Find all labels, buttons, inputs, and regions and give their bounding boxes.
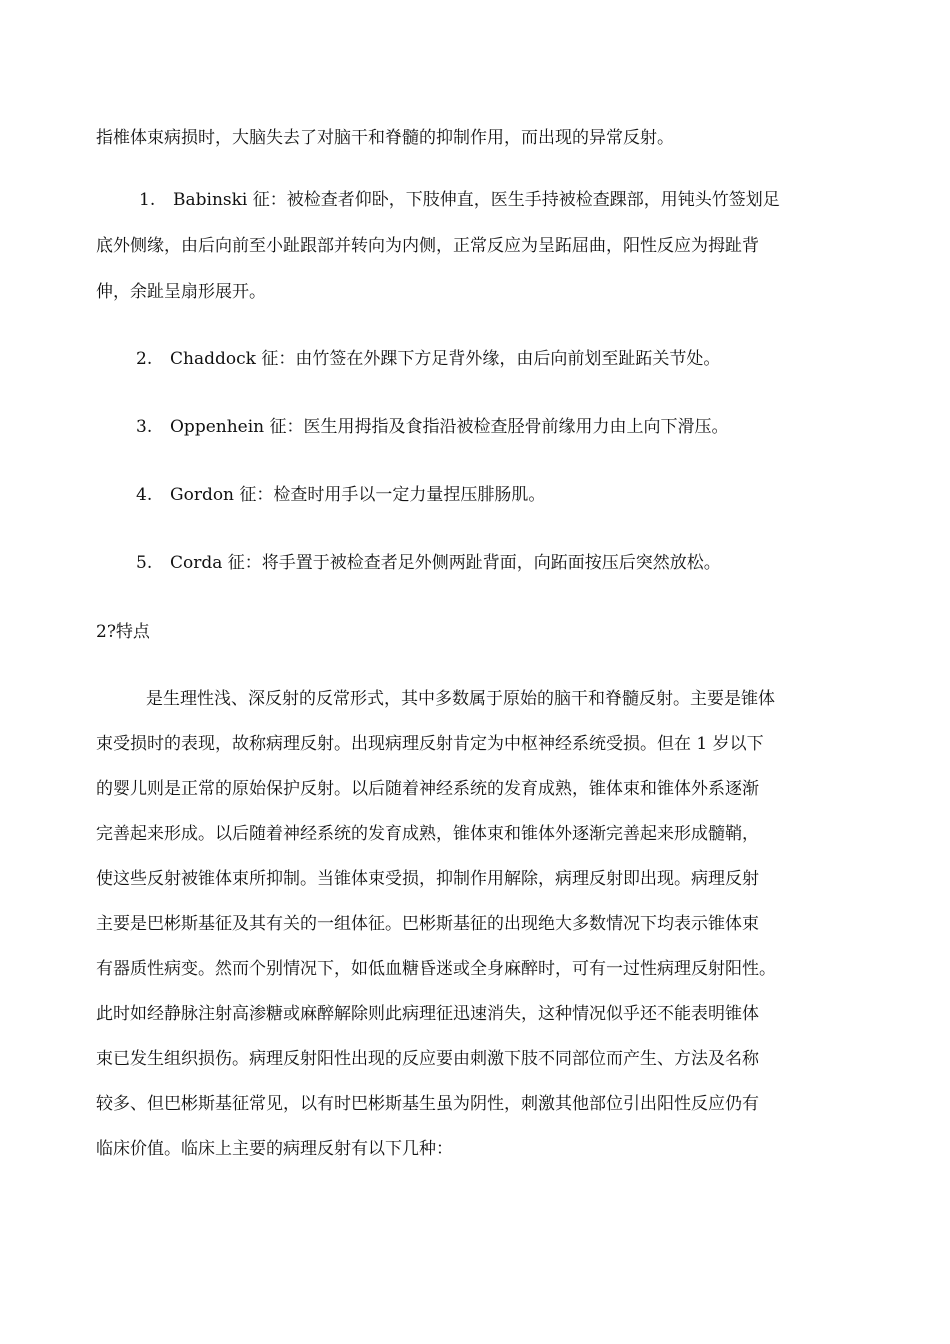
paragraph-line: 有器质性病变。然而个别情况下，如低血糖昏迷或全身麻醉时，可有一过性病理反射阳性。 bbox=[96, 959, 776, 979]
list-item-4 bbox=[136, 484, 856, 506]
paragraph-line: 使这些反射被锥体束所抑制。当锥体束受损，抑制作用解除，病理反射即出现。病理反射 bbox=[96, 869, 759, 889]
paragraph-line: 完善起来形成。以后随着神经系统的发育成熟，锥体束和锥体外逐渐完善起来形成髓鞘， bbox=[96, 824, 759, 844]
paragraph-line: 临床价值。临床上主要的病理反射有以下几种： bbox=[96, 1139, 453, 1159]
list-number: 3. bbox=[136, 417, 153, 437]
list-text: Chaddock 征：由竹签在外踝下方足背外缘，由后向前划至趾跖关节处。 bbox=[170, 349, 721, 369]
paragraph-line: 是生理性浅、深反射的反常形式，其中多数属于原始的脑干和脊髓反射。主要是锥体 bbox=[146, 689, 775, 709]
paragraph-line: 主要是巴彬斯基征及其有关的一组体征。巴彬斯基征的出现绝大多数情况下均表示锥体束 bbox=[96, 914, 759, 934]
list-number: 2. bbox=[136, 349, 153, 369]
section-heading: 2?特点 bbox=[96, 622, 150, 642]
list-number: 4. bbox=[136, 485, 153, 505]
list-item-2 bbox=[136, 348, 856, 370]
list-text: Oppenhein 征：医生用拇指及食指沿被检查胫骨前缘用力由上向下滑压。 bbox=[170, 417, 729, 437]
list-number: 5. bbox=[136, 553, 153, 573]
paragraph-line: 的婴儿则是正常的原始保护反射。以后随着神经系统的发育成熟，锥体束和锥体外系逐渐 bbox=[96, 779, 759, 799]
list-item-3 bbox=[136, 416, 856, 438]
paragraph-line: 较多、但巴彬斯基征常见，以有时巴彬斯基生虽为阴性，刺激其他部位引出阳性反应仍有 bbox=[96, 1094, 759, 1114]
paragraph-line: 此时如经静脉注射高渗糖或麻醉解除则此病理征迅速消失，这种情况似乎还不能表明锥体 bbox=[96, 1004, 759, 1024]
list-text: Gordon 征：检查时用手以一定力量捏压腓肠肌。 bbox=[170, 485, 546, 505]
list-item-5 bbox=[136, 552, 856, 574]
intro-line: 指椎体束病损时，大脑失去了对脑干和脊髓的抑制作用，而出现的异常反射。 bbox=[96, 128, 674, 148]
paragraph-line: 束受损时的表现，故称病理反射。出现病理反射肯定为中枢神经系统受损。但在 1 岁以下 bbox=[96, 734, 764, 754]
list-text: Corda 征：将手置于被检查者足外侧两趾背面，向跖面按压后突然放松。 bbox=[170, 553, 721, 573]
paragraph-line: 束已发生组织损伤。病理反射阳性出现的反应要由刺激下肢不同部位而产生、方法及名称 bbox=[96, 1049, 759, 1069]
list-item-1-continuation: 底外侧缘，由后向前至小趾跟部并转向为内侧，正常反应为呈跖屈曲，阳性反应为拇趾背 bbox=[96, 236, 759, 256]
list-item-1-continuation: 伸，余趾呈扇形展开。 bbox=[96, 282, 266, 302]
list-text: Babinski 征：被检查者仰卧，下肢伸直，医生手持被检查踝部，用钝头竹签划足 bbox=[173, 190, 780, 210]
list-number: 1. bbox=[139, 190, 156, 210]
list-item-1 bbox=[139, 189, 859, 211]
